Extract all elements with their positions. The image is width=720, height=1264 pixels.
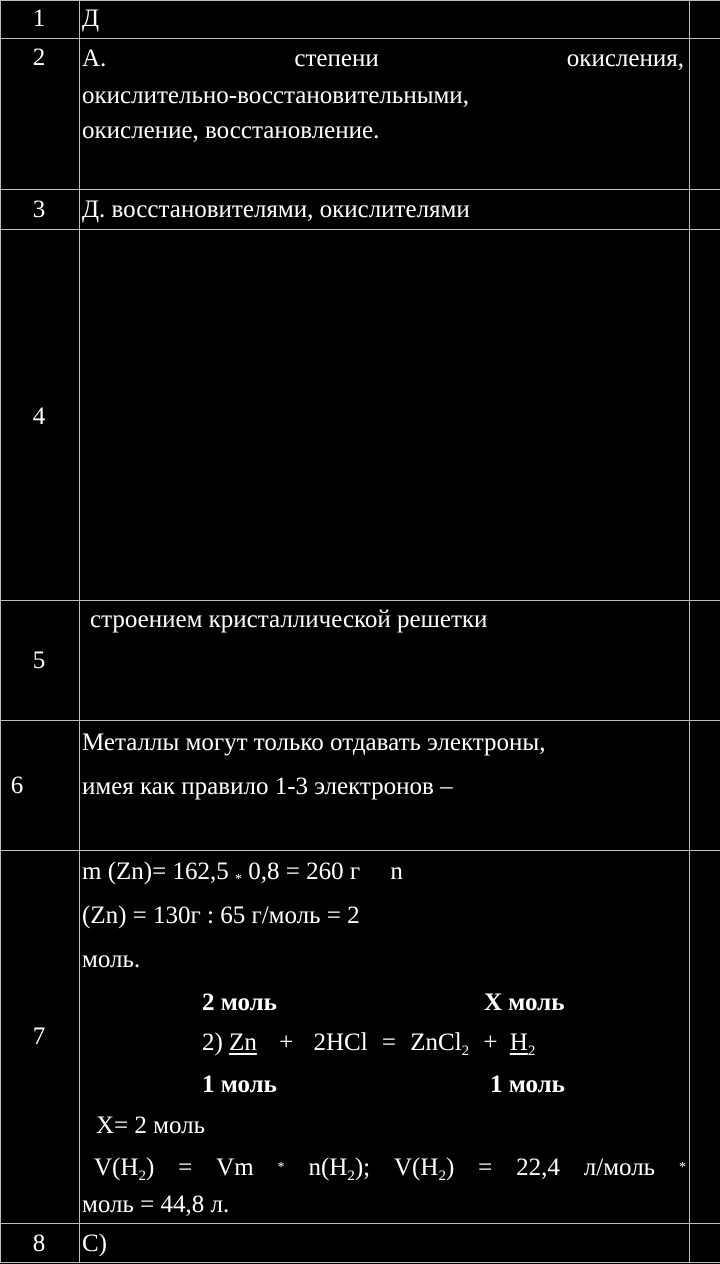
text: $V(H_2)$	[394, 1154, 455, 1184]
row-number: 2	[32, 44, 46, 71]
answer-text: окислительно-восстановительными,	[82, 82, 469, 109]
answer-text: Д	[82, 5, 100, 32]
zncl2-formula: ZnCl$_2$	[410, 1029, 470, 1059]
word: А.	[82, 45, 107, 72]
row-number: 5	[32, 647, 46, 674]
row-number: 6	[10, 772, 24, 799]
text: $V(H_2)$	[94, 1154, 155, 1184]
answer-text-justified	[82, 41, 684, 77]
volume-formula-line	[94, 1150, 686, 1186]
row-number: 8	[32, 1230, 46, 1257]
answer-text: окисление, восстановление.	[82, 117, 380, 144]
word: окисления,	[566, 45, 684, 72]
text: +	[279, 1029, 294, 1056]
moles-line: (Zn) = 130г : 65 г/моль = 2	[82, 902, 360, 929]
answer-text: строением кристаллической решетки	[90, 606, 488, 633]
row-number: 7	[32, 1023, 46, 1050]
text: Vm	[216, 1154, 254, 1181]
row-number: 4	[32, 403, 46, 430]
bottom-moles-right: 1 моль	[490, 1071, 565, 1098]
hcl-formula: 2HCl	[313, 1029, 368, 1056]
bottom-moles-left: 1 моль	[202, 1071, 277, 1098]
word: степени	[294, 45, 379, 72]
answer-text: С)	[82, 1230, 107, 1257]
text: m (Zn)= 162,5	[82, 858, 229, 885]
text: $n(H_2)$;	[308, 1154, 371, 1184]
reaction-equation	[202, 1025, 535, 1061]
top-moles-left: 2 моль	[202, 989, 277, 1016]
multiply-sign: *	[234, 872, 242, 887]
answer-text: Д. восстановителями, окислителями	[82, 196, 470, 223]
moles-line-end: моль.	[82, 946, 141, 973]
answer-text: имея как правило 1-3 электронов –	[82, 773, 453, 800]
h2-formula: $H_2$	[509, 1029, 536, 1059]
text: =	[178, 1154, 193, 1181]
text: n	[390, 858, 403, 885]
volume-result: моль = 44,8 л.	[82, 1191, 230, 1218]
top-moles-right: Х моль	[484, 989, 565, 1016]
row-number: 1	[32, 5, 46, 32]
text: 2)	[202, 1029, 223, 1056]
multiply-sign: *	[277, 1160, 285, 1175]
answer-text: Металлы могут только отдавать электроны,	[82, 729, 546, 756]
zinc-formula: Zn	[229, 1029, 257, 1056]
text: +	[483, 1029, 498, 1056]
text: 22,4	[516, 1154, 560, 1181]
text: =	[381, 1029, 397, 1056]
mass-line	[82, 854, 403, 898]
text: л/моль	[583, 1154, 656, 1181]
text: =	[478, 1154, 493, 1181]
row-number: 3	[32, 196, 46, 223]
multiply-sign: *	[678, 1160, 686, 1175]
x-result: Х= 2 моль	[96, 1112, 206, 1139]
text: 0,8 = 260 г	[248, 858, 361, 885]
